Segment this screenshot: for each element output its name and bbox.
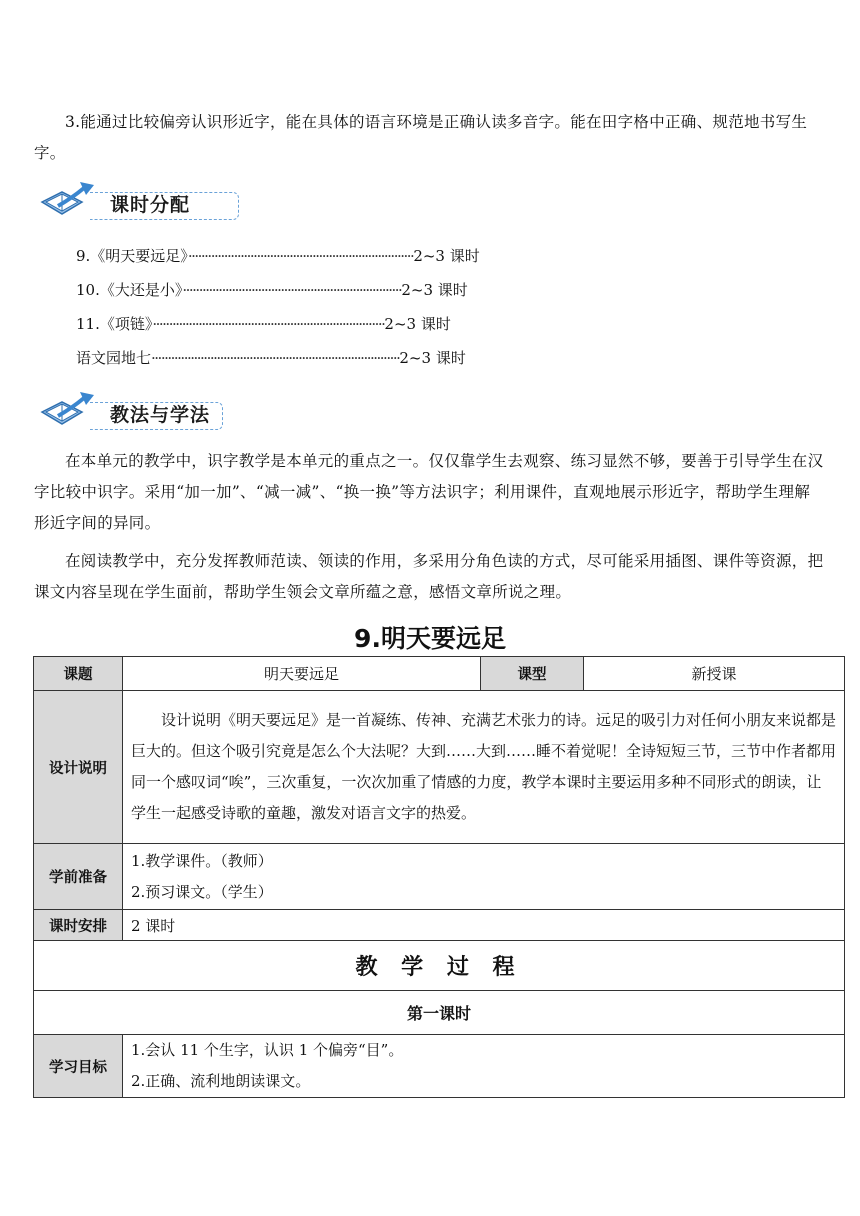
schedule-row: 11.《项链》·······································································2~3 课时 bbox=[76, 315, 451, 333]
schedule-row: 语文园地七············································································2~3 课时 bbox=[76, 349, 466, 367]
type-label: 课型 bbox=[481, 657, 584, 691]
prep-item: 1.教学课件。（教师） bbox=[131, 851, 273, 870]
first-lesson-heading: 第一课时 bbox=[34, 991, 845, 1035]
prep-items bbox=[123, 844, 845, 910]
methods-paragraph: 在阅读教学中，充分发挥教师范读、领读的作用，多采用分角色读的方式，尽可能采用插图、课件等资源，把课文内容呈现在学生面前，帮助学生领会文章所蕴之意，感悟文章所说之理。 bbox=[34, 552, 824, 601]
lesson-plan-table bbox=[33, 656, 845, 1098]
section-banner-schedule bbox=[38, 184, 258, 224]
process-heading: 教 学 过 程 bbox=[34, 941, 845, 991]
schedule-row: 9.《明天要远足》·····································································2~3 课时 bbox=[76, 247, 480, 265]
prep-item: 2.预习课文。（学生） bbox=[131, 882, 273, 901]
goals-items bbox=[123, 1035, 845, 1098]
schedule-row: 10.《大还是小》···································································2~3 课时 bbox=[76, 281, 468, 299]
intro-paragraph: 3.能通过比较偏旁认识形近字，能在具体的语言环境是正确认读多音字。能在田字格中正确、规范地书写生字。 bbox=[34, 113, 808, 162]
schedule-value: 2 课时 bbox=[123, 910, 845, 941]
prep-label: 学前准备 bbox=[34, 844, 123, 910]
goals-label: 学习目标 bbox=[34, 1035, 123, 1098]
methods-heading: 教法与学法 bbox=[110, 404, 211, 426]
design-text: 设计说明《明天要远足》是一首凝练、传神、充满艺术张力的诗。远足的吸引力对任何小朋友来说都是巨大的。但这个吸引究竟是怎么个大法呢？大到……大到……睡不着觉呢！全诗短短三节，三节中作者都用同一个感叹词“唉”，三次重复，一次次加重了情感的力度，教学本课时主要运用多种不同形式的朗读，让学生一起感受诗歌的童趣，激发对语言文字的热爱。 bbox=[123, 691, 845, 844]
topic-value: 明天要远足 bbox=[123, 657, 481, 691]
section-banner-methods bbox=[38, 394, 258, 434]
design-label: 设计说明 bbox=[34, 691, 123, 844]
type-value: 新授课 bbox=[584, 657, 845, 691]
goal-item: 1.会认 11 个生字，认识 1 个偏旁“目”。 bbox=[131, 1041, 404, 1059]
goal-item: 2.正确、流利地朗读课文。 bbox=[131, 1072, 311, 1090]
schedule-heading: 课时分配 bbox=[110, 194, 191, 216]
lesson-title: 9.明天要远足 bbox=[354, 624, 506, 653]
topic-label: 课题 bbox=[34, 657, 123, 691]
methods-paragraph: 在本单元的教学中，识字教学是本单元的重点之一。仅仅靠学生去观察、练习显然不够，要善于引导学生在汉字比较中识字。采用“加一加”、“减一减”、“换一换”等方法识字；利用课件，直观地展示形近字，帮助学生理解形近字间的异同。 bbox=[34, 452, 824, 532]
schedule-label: 课时安排 bbox=[34, 910, 123, 941]
